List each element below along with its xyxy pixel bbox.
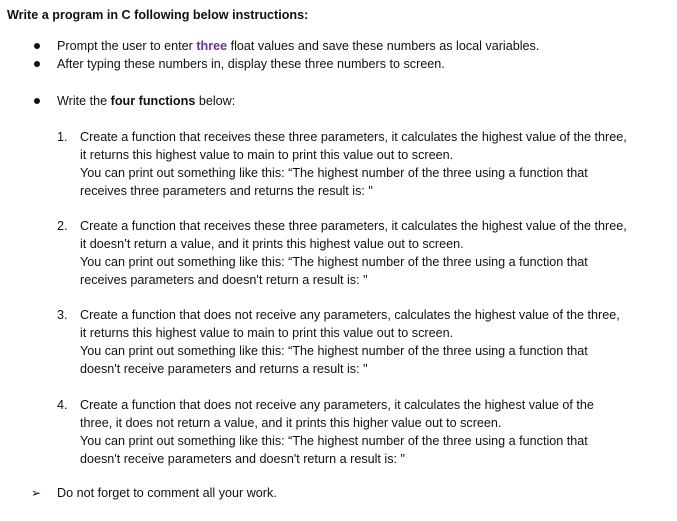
item-line: You can print out something like this: “The highest number of the three using a function that [80,344,588,358]
item-number: 2. [57,219,68,233]
footer-note: Do not forget to comment all your work. [57,486,277,500]
bullet-text [57,37,539,55]
item-line: doesn't receive parameters and doesn't return a result is: " [80,452,405,466]
item-line: it doesn’t return a value, and it prints this highest value out to screen. [80,237,464,251]
bullet-text-part: float values and save these numbers as local variables. [227,39,540,53]
item-line: receives three parameters and returns the result is: " [80,184,373,198]
item-body [80,396,672,468]
bullet-icon [34,61,40,67]
item-number: 3. [57,308,68,322]
item-line: You can print out something like this: “The highest number of the three using a function that [80,166,588,180]
bullet-text-part: Write the [57,94,111,108]
item-line: Create a function that does not receive any parameters, it calculates the highest value of the [80,398,594,412]
bullet-text-part: Prompt the user to enter [57,39,197,53]
bullet-text: After typing these numbers in, display these three numbers to screen. [57,57,445,71]
bold-phrase: four functions [110,94,196,108]
item-line: it returns this highest value to main to print this value out to screen. [80,148,454,162]
item-body [80,306,672,378]
item-body [80,128,672,200]
item-line: Create a function that receives these three parameters, it calculates the highest value of the three, [80,219,627,233]
item-line: Create a function that receives these three parameters, it calculates the highest value of the three, [80,130,627,144]
item-line: You can print out something like this: “The highest number of the three using a function that [80,255,588,269]
item-number: 1. [57,130,68,144]
item-number: 4. [57,398,68,412]
bullet-icon [34,43,40,49]
arrowhead-bullet-icon: ➢ [31,486,42,500]
item-line: Create a function that does not receive any parameters, calculates the highest value of the three, [80,308,620,322]
item-line: You can print out something like this: “The highest number of the three using a function that [80,434,588,448]
item-line: receives parameters and doesn't return a result is: " [80,273,368,287]
item-line: it returns this highest value to main to print this value out to screen. [80,326,454,340]
highlighted-word: three [196,39,228,53]
bullet-text-part: below: [195,94,236,108]
item-body [80,217,672,289]
bullet-text [57,92,235,110]
item-line: doesn't receive parameters and returns a result is: " [80,362,368,376]
document-heading: Write a program in C following below instructions: [7,8,309,22]
bullet-icon [34,98,40,104]
item-line: three, it does not return a value, and it prints this higher value out to screen. [80,416,502,430]
